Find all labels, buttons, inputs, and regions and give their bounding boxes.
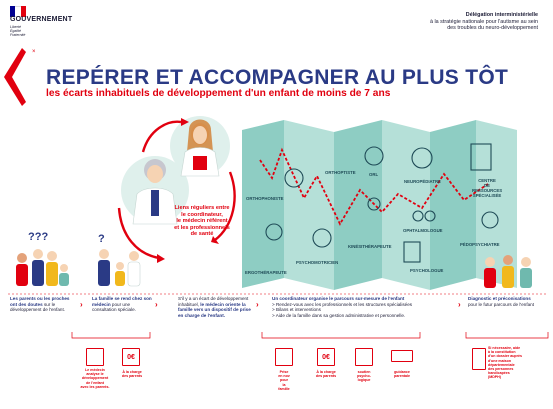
calendar-icon bbox=[275, 348, 293, 366]
label-kinesitherapeute: KINÉSITHÉRAPEUTE bbox=[348, 244, 392, 249]
label-neuropediatre: NEUROPÉDIATRE bbox=[404, 179, 441, 184]
label-ergotherapeute: ERGOTHÉRAPEUTE bbox=[245, 270, 287, 275]
care-map bbox=[242, 120, 517, 290]
svg-text:?: ? bbox=[98, 233, 105, 245]
step-orientation: S'il y a un écart de développement inhabituel, le médecin oriente la famille vers un dispositif de prise en charge de l'enfant. bbox=[178, 296, 251, 318]
euro-icon: 0€ bbox=[122, 348, 140, 366]
arrow-step-4: › bbox=[458, 300, 461, 309]
box-mdph: Si nécessaire, aide à la constitution d'un dossier auprès d'une maison départementale des personnes handicapées (MDPH) bbox=[488, 346, 523, 380]
box-charge-parents-1: À la charge des parents bbox=[121, 370, 143, 379]
step-parents: Les parents ou les proches ont des doutes sur le développement de l'enfant. bbox=[10, 296, 70, 313]
label-pedopsychiatre: PÉDOPSYCHIATRE bbox=[460, 242, 500, 247]
label-psychologue: PSYCHOLOGUE bbox=[410, 268, 444, 273]
euro-icon: 0€ bbox=[317, 348, 335, 366]
government-label: GOUVERNEMENT bbox=[10, 16, 73, 23]
document-icon bbox=[86, 348, 104, 366]
box-prise-en-charge: Prise en nov pour la famille bbox=[278, 370, 290, 391]
label-orl: ORL bbox=[369, 172, 379, 177]
step-diagnostic: Diagnostic et préconisations pour le futur parcours de l'enfant bbox=[468, 296, 534, 307]
kids-illustration bbox=[480, 250, 540, 290]
label-ophtalmologue: OPHTALMOLOGUE bbox=[403, 228, 443, 233]
box-guidance: guidance parentale bbox=[394, 370, 410, 379]
svg-text:×: × bbox=[32, 49, 36, 55]
family-illustration bbox=[8, 228, 153, 290]
chevron-decoration bbox=[0, 45, 45, 115]
cycle-text: Liens réguliers entre le coordinateur, le médecin référent et les professionnels de santé bbox=[174, 205, 230, 238]
label-centre-ressources: CENTRE DE RESSOURCES SPÉCIALISÉE bbox=[472, 178, 503, 198]
guidance-icon bbox=[391, 350, 413, 362]
box-charge-parents-2: À la charge des parents bbox=[315, 370, 337, 379]
delegation-heading: Délégation interministérielle à la stratégie nationale pour l'autisme au sein des troubles du neuro-développement bbox=[429, 12, 538, 32]
mdph-document-icon bbox=[472, 348, 486, 370]
label-orthophoniste: ORTHOPHONISTE bbox=[246, 196, 284, 201]
step-coordinator: Un coordinateur organise le parcours sur-mesure de l'enfant > Rendez-vous avec les professionnels et les structures spécialisées > Bilans et interventions > Aide de la famille dans sa gestion administrative et personnelle. bbox=[272, 296, 413, 318]
support-icon bbox=[355, 348, 373, 366]
label-orthoptiste: ORTHOPTISTE bbox=[325, 170, 356, 175]
box-soutien: soutien psycho- logique bbox=[357, 370, 371, 383]
box-doctor-analysis: Le médecin analyse le développement de l'enfant avec les parents. bbox=[80, 368, 110, 389]
arrow-step-2: › bbox=[155, 300, 158, 309]
arrow-step-3: › bbox=[256, 300, 259, 309]
page-subtitle: les écarts inhabituels de développement d'un enfant de moins de 7 ans bbox=[46, 88, 391, 99]
step-family: La famille se rend chez son médecin pour une consultation spéciale. bbox=[92, 296, 152, 313]
republic-motto: Liberté Égalité Fraternité bbox=[10, 25, 26, 38]
steps-divider bbox=[8, 293, 548, 295]
arrow-step-1: › bbox=[80, 300, 83, 309]
page-title: REPÉRER ET ACCOMPAGNER AU PLUS TÔT bbox=[46, 66, 509, 89]
label-psychomotricien: PSYCHOMOTRICIEN bbox=[296, 260, 339, 265]
svg-text:???: ??? bbox=[28, 231, 49, 243]
